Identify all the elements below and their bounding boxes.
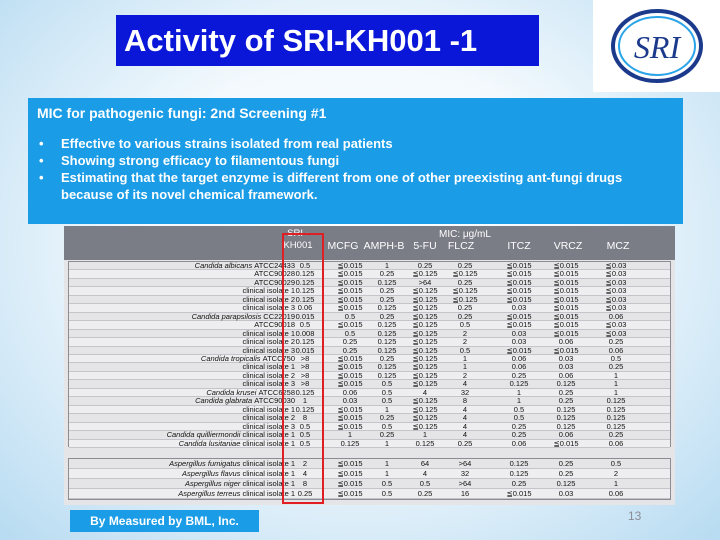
table-cell: 0.125: [606, 404, 626, 414]
row-label: ATCC90028: [254, 269, 295, 279]
table-cell: ≦0.015: [337, 294, 363, 304]
table-cell: 0.25: [608, 337, 624, 347]
table-cell: ≦0.125: [412, 413, 438, 423]
table-cell: ≦0.125: [412, 303, 438, 313]
table-row: [69, 414, 670, 422]
table-row: [69, 287, 670, 295]
row-label: Aspergillus flavus clinical isolate 1: [182, 469, 295, 478]
sri-column-highlight: [282, 233, 324, 504]
table-group-candida: [68, 261, 671, 447]
table-cell: 1: [613, 387, 619, 397]
row-label: Aspergillus terreus clinical isolate 1: [178, 489, 295, 498]
table-cell: 0.06: [511, 438, 527, 448]
bullet-item: • Showing strong efficacy to filamentous fungi: [37, 152, 674, 169]
table-cell: 2: [302, 459, 308, 468]
table-cell: ≦0.015: [506, 261, 532, 270]
table-row: [69, 279, 670, 287]
table-cell: 0.25: [511, 430, 527, 440]
table-cell: 0.5: [513, 413, 525, 423]
table-cell: ≦0.015: [337, 479, 363, 488]
table-cell: >8: [300, 354, 310, 363]
table-cell: 0.25: [457, 303, 473, 313]
table-cell: ≦0.015: [337, 413, 363, 423]
table-cell: 0.125: [606, 421, 626, 431]
table-cell: ≦0.03: [605, 320, 627, 330]
table-cell: 0.125: [295, 387, 315, 397]
table-cell: ≦0.015: [337, 459, 363, 468]
bullet-item: • Effective to various strains isolated from real patients: [37, 135, 674, 152]
table-cell: ≦0.125: [452, 286, 478, 296]
table-cell: ≦0.03: [605, 328, 627, 338]
table-cell: 32: [460, 469, 470, 478]
table-cell: 1: [302, 396, 308, 406]
sri-column-header: SRI - KH001: [283, 228, 313, 251]
table-cell: ≦0.015: [553, 328, 579, 338]
table-cell: ≦0.015: [337, 421, 363, 431]
table-cell: 0.5: [344, 311, 356, 321]
table-cell: 0.5: [513, 404, 525, 414]
table-cell: ≦0.125: [412, 286, 438, 296]
row-label: clinical isolate 1: [242, 328, 295, 338]
table-row: [69, 479, 670, 489]
column-header: AMPH-B: [363, 240, 405, 252]
bullet-item: • Estimating that the target enzyme is different from one of other preexisting ant-fungi drugs because of its novel chemical framework.: [37, 169, 674, 203]
table-row: [69, 459, 670, 469]
table-cell: 0.125: [377, 303, 397, 313]
column-header: MCZ: [606, 240, 630, 252]
table-cell: ≦0.125: [412, 294, 438, 304]
table-cell: ≦0.015: [337, 489, 363, 498]
table-cell: 0.125: [295, 337, 315, 347]
table-cell: 0.06: [297, 303, 313, 313]
table-cell: 0.03: [558, 354, 574, 363]
table-cell: 0.125: [377, 277, 397, 287]
table-cell: ≦0.015: [506, 345, 532, 355]
table-cell: 0.25: [608, 362, 624, 372]
table-cell: ≦0.015: [553, 345, 579, 355]
table-cell: 0.25: [379, 294, 395, 304]
table-cell: 0.03: [558, 489, 574, 498]
table-cell: 1: [384, 459, 390, 468]
table-cell: 0.125: [377, 362, 397, 372]
table-cell: ≦0.03: [605, 269, 627, 279]
table-cell: ≦0.125: [412, 345, 438, 355]
table-cell: ≦0.015: [553, 277, 579, 287]
table-cell: 0.5: [459, 345, 471, 355]
table-cell: 0.25: [558, 387, 574, 397]
table-cell: 0.5: [299, 421, 311, 431]
table-cell: 1: [422, 430, 428, 440]
table-cell: 1: [347, 430, 353, 440]
table-cell: 1: [516, 396, 522, 406]
table-cell: 2: [462, 370, 468, 380]
table-row: [69, 406, 670, 414]
table-cell: 0.125: [556, 421, 576, 431]
bullet-list: [37, 135, 674, 203]
table-row: [69, 321, 670, 329]
table-cell: ≦0.125: [412, 379, 438, 389]
table-cell: ≦0.015: [337, 320, 363, 330]
page-title: Activity of SRI-KH001 -1: [116, 15, 539, 66]
table-cell: 2: [462, 337, 468, 347]
table-cell: 0.03: [511, 303, 527, 313]
table-cell: 2: [613, 469, 619, 478]
table-cell: 0.5: [299, 438, 311, 448]
table-row: [69, 380, 670, 388]
info-heading: MIC for pathogenic fungi: 2nd Screening #1: [37, 105, 327, 121]
table-cell: 0.125: [295, 294, 315, 304]
table-row: [69, 313, 670, 321]
table-cell: 0.25: [379, 286, 395, 296]
table-row: [69, 338, 670, 346]
table-cell: ≦0.125: [412, 370, 438, 380]
table-cell: 0.5: [610, 354, 622, 363]
logo-text: SRI: [633, 29, 681, 65]
table-cell: 4: [422, 469, 428, 478]
table-row: [69, 347, 670, 355]
table-cell: ≦0.015: [553, 311, 579, 321]
table-row: [69, 330, 670, 338]
table-cell: 0.125: [377, 345, 397, 355]
table-cell: ≦0.03: [605, 303, 627, 313]
table-cell: ≦0.015: [337, 303, 363, 313]
table-row: [69, 363, 670, 371]
table-cell: 0.25: [297, 489, 313, 498]
table-cell: 0.5: [299, 261, 311, 270]
table-cell: 0.125: [377, 328, 397, 338]
table-cell: 0.06: [608, 311, 624, 321]
table-cell: 0.125: [377, 370, 397, 380]
table-cell: 0.03: [511, 337, 527, 347]
table-cell: 0.25: [558, 459, 574, 468]
table-cell: 0.25: [608, 430, 624, 440]
table-cell: ≦0.015: [506, 320, 532, 330]
table-cell: >8: [300, 370, 310, 380]
table-cell: 1: [384, 469, 390, 478]
table-cell: 1: [462, 354, 468, 363]
table-cell: 0.125: [295, 404, 315, 414]
row-label: ATCC90029: [254, 277, 295, 287]
table-cell: 0.06: [558, 370, 574, 380]
row-label: clinical isolate 2: [242, 294, 295, 304]
table-row: [69, 440, 670, 448]
table-cell: 0.125: [377, 337, 397, 347]
table-cell: ≦0.125: [412, 328, 438, 338]
table-cell: 0.25: [379, 354, 395, 363]
table-cell: 0.125: [556, 404, 576, 414]
table-cell: 0.25: [379, 413, 395, 423]
table-cell: ≦0.015: [506, 311, 532, 321]
table-cell: 0.25: [379, 311, 395, 321]
row-label: clinical isolate 3: [242, 345, 295, 355]
table-row: [69, 423, 670, 431]
table-cell: 0.25: [379, 269, 395, 279]
table-cell: ≦0.015: [553, 320, 579, 330]
table-cell: 32: [460, 387, 470, 397]
table-cell: ≦0.015: [506, 286, 532, 296]
table-cell: ≦0.03: [605, 294, 627, 304]
table-cell: ≦0.125: [452, 269, 478, 279]
table-cell: 0.125: [295, 269, 315, 279]
table-cell: ≦0.015: [553, 303, 579, 313]
table-cell: 0.06: [558, 337, 574, 347]
table-cell: 0.125: [556, 379, 576, 389]
table-cell: 8: [302, 479, 308, 488]
row-label: Candida glabrata ATCC90030: [195, 396, 295, 406]
table-cell: 0.06: [511, 354, 527, 363]
table-cell: 4: [462, 379, 468, 389]
table-cell: 0.5: [344, 328, 356, 338]
table-cell: 0.125: [606, 413, 626, 423]
table-cell: 64: [420, 459, 430, 468]
logo: [593, 0, 720, 92]
table-cell: 0.015: [295, 345, 315, 355]
table-cell: ≦0.015: [553, 261, 579, 270]
table-row: [69, 469, 670, 479]
table-row: [69, 372, 670, 380]
table-cell: >8: [300, 362, 310, 372]
column-header: MCFG: [327, 240, 359, 252]
table-cell: 0.25: [457, 261, 473, 270]
table-cell: ≦0.015: [506, 277, 532, 287]
table-cell: ≦0.125: [412, 320, 438, 330]
table-cell: ≦0.125: [412, 362, 438, 372]
table-cell: 8: [462, 396, 468, 406]
table-row: [69, 397, 670, 405]
table-cell: 0.06: [608, 345, 624, 355]
table-cell: 0.06: [342, 387, 358, 397]
table-cell: ≦0.015: [506, 294, 532, 304]
table-cell: 0.5: [381, 396, 393, 406]
table-cell: 0.125: [377, 320, 397, 330]
table-cell: 0.25: [457, 438, 473, 448]
table-cell: ≦0.125: [412, 396, 438, 406]
table-cell: 0.5: [381, 479, 393, 488]
row-label: Candida krusei ATCC6258: [206, 387, 295, 397]
table-cell: 0.5: [299, 320, 311, 330]
table-cell: 0.25: [342, 337, 358, 347]
table-cell: >64: [458, 459, 472, 468]
table-cell: ≦0.015: [553, 294, 579, 304]
table-cell: 0.25: [558, 469, 574, 478]
row-label: clinical isolate 1: [242, 286, 295, 296]
table-cell: ≦0.015: [337, 354, 363, 363]
row-label: clinical isolate 1: [242, 362, 295, 372]
table-cell: 0.125: [509, 459, 529, 468]
row-label: Aspergillus fumigatus clinical isolate 1: [169, 459, 295, 468]
table-cell: 0.25: [417, 489, 433, 498]
row-label: clinical isolate 3: [242, 421, 295, 431]
table-group-aspergillus: [68, 458, 671, 500]
table-cell: 1: [462, 362, 468, 372]
table-cell: ≦0.015: [506, 269, 532, 279]
row-label: clinical isolate 2: [242, 337, 295, 347]
table-cell: 4: [462, 413, 468, 423]
table-cell: ≦0.015: [337, 261, 363, 270]
row-label: Candida quilliermondii clinical isolate 1: [166, 430, 295, 440]
unit-label: MIC: μg/mL: [439, 229, 491, 240]
row-label: ATCC90018: [254, 320, 295, 330]
table-cell: 0.5: [381, 379, 393, 389]
table-cell: 0.06: [608, 438, 624, 448]
table-cell: 2: [462, 328, 468, 338]
table-cell: 4: [462, 430, 468, 440]
table-cell: ≦0.015: [506, 489, 532, 498]
table-cell: 1: [384, 438, 390, 448]
table-row: [69, 262, 670, 270]
table-cell: 0.125: [340, 438, 360, 448]
table-cell: 4: [462, 404, 468, 414]
table-row: [69, 489, 670, 499]
column-header: 5-FU: [413, 240, 437, 252]
table-cell: ≦0.015: [337, 379, 363, 389]
table-cell: 0.25: [417, 261, 433, 270]
table-cell: 1: [613, 479, 619, 488]
table-row: [69, 270, 670, 278]
table-cell: 8: [302, 413, 308, 423]
table-cell: ≦0.015: [337, 469, 363, 478]
mic-table: [64, 226, 675, 505]
table-cell: ≦0.03: [605, 277, 627, 287]
table-cell: ≦0.125: [412, 269, 438, 279]
table-cell: ≦0.125: [452, 294, 478, 304]
row-label: Candida tropicalis ATCC750: [200, 354, 295, 363]
table-cell: 0.125: [415, 438, 435, 448]
column-header: ITCZ: [507, 240, 531, 252]
row-label: clinical isolate 2: [242, 370, 295, 380]
table-cell: 0.03: [558, 362, 574, 372]
table-cell: 0.25: [558, 396, 574, 406]
row-label: clinical isolate 3: [242, 379, 295, 389]
table-cell: 4: [462, 421, 468, 431]
table-cell: 0.5: [610, 459, 622, 468]
table-cell: 0.125: [556, 479, 576, 488]
table-cell: 16: [460, 489, 470, 498]
table-cell: ≦0.125: [412, 354, 438, 363]
footer-note: By Measured by BML, Inc.: [70, 510, 259, 532]
table-cell: 0.125: [509, 379, 529, 389]
table-cell: 0.03: [342, 396, 358, 406]
row-label: clinical isolate 3: [242, 303, 295, 313]
table-cell: 0.125: [295, 277, 315, 287]
table-cell: 0.5: [381, 387, 393, 397]
table-cell: 0.125: [509, 469, 529, 478]
table-cell: ≦0.015: [337, 370, 363, 380]
table-cell: 0.06: [558, 430, 574, 440]
table-cell: 0.25: [342, 345, 358, 355]
table-cell: 4: [302, 469, 308, 478]
table-row: [69, 355, 670, 363]
table-cell: 0.5: [381, 489, 393, 498]
table-cell: 0.25: [457, 277, 473, 287]
table-cell: 1: [384, 261, 390, 270]
table-cell: ≦0.015: [553, 438, 579, 448]
column-header: VRCZ: [553, 240, 583, 252]
table-cell: >64: [458, 479, 472, 488]
table-cell: 0.125: [606, 396, 626, 406]
row-label: clinical isolate 1: [242, 404, 295, 414]
table-cell: 0.03: [511, 328, 527, 338]
table-cell: 4: [422, 387, 428, 397]
table-cell: 0.06: [608, 489, 624, 498]
table-cell: ≦0.125: [412, 404, 438, 414]
table-cell: ≦0.015: [553, 269, 579, 279]
table-cell: 0.25: [457, 311, 473, 321]
table-cell: ≦0.015: [337, 269, 363, 279]
table-cell: 0.25: [511, 479, 527, 488]
table-cell: 0.25: [511, 370, 527, 380]
table-row: [69, 304, 670, 312]
table-cell: 0.5: [381, 421, 393, 431]
page-number: 13: [628, 509, 642, 523]
table-cell: 1: [384, 404, 390, 414]
table-cell: ≦0.015: [553, 286, 579, 296]
table-cell: 0.25: [379, 430, 395, 440]
table-cell: 0.008: [295, 328, 315, 338]
table-cell: ≦0.03: [605, 286, 627, 296]
table-cell: ≦0.015: [337, 286, 363, 296]
table-cell: 0.06: [511, 362, 527, 372]
table-cell: ≦0.015: [337, 404, 363, 414]
table-cell: 0.125: [295, 286, 315, 296]
table-cell: ≦0.015: [337, 362, 363, 372]
row-label: clinical isolate 2: [242, 413, 295, 423]
row-label: Candida lusitaniae clinical isolate 1: [178, 438, 295, 448]
row-label: Aspergillus niger clinical isolate 1: [184, 479, 295, 488]
table-row: [69, 296, 670, 304]
table-cell: ≦0.015: [337, 277, 363, 287]
table-cell: 1: [613, 379, 619, 389]
table-cell: 0.5: [299, 430, 311, 440]
column-header: FLCZ: [447, 240, 475, 252]
table-cell: 1: [613, 370, 619, 380]
table-cell: ≦0.125: [412, 421, 438, 431]
table-row: [69, 389, 670, 397]
row-label: Candida albicans ATCC24433: [194, 261, 295, 270]
table-row: [69, 431, 670, 439]
table-cell: 0.015: [295, 311, 315, 321]
table-cell: 0.5: [419, 479, 431, 488]
table-cell: 0.5: [459, 320, 471, 330]
info-panel: [28, 98, 683, 224]
table-cell: 0.125: [556, 413, 576, 423]
row-label: Candida parapsilosis CC22019: [191, 311, 295, 321]
table-cell: 1: [516, 387, 522, 397]
table-cell: 0.25: [511, 421, 527, 431]
table-header: [64, 226, 675, 260]
sri-logo-icon: [607, 6, 707, 86]
table-cell: >8: [300, 379, 310, 389]
table-cell: >64: [418, 277, 432, 287]
table-cell: ≦0.125: [412, 337, 438, 347]
table-cell: ≦0.125: [412, 311, 438, 321]
table-cell: ≦0.03: [605, 261, 627, 270]
